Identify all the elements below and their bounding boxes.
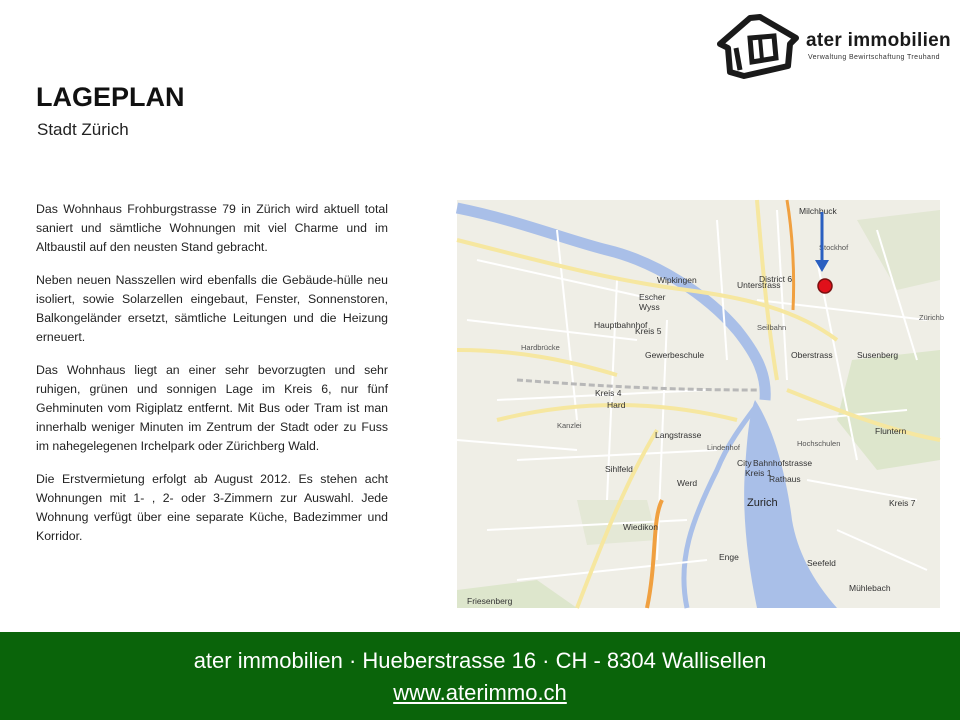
paragraph-renovation: Das Wohnhaus Frohburgstrasse 79 in Zürich wird aktuell total saniert und sämtliche Wohnungen mit viel Charme und im Altbaustil auf den neusten Stand gebracht. — [36, 202, 388, 254]
map-label-kreis1: Kreis 1 — [745, 468, 772, 478]
footer-website-link[interactable]: www.aterimmo.ch — [393, 680, 567, 705]
map-label-wipkingen: Wipkingen — [657, 275, 697, 285]
map-label-unterstrass: Unterstrass — [737, 280, 781, 290]
map-label-kreis7: Kreis 7 — [889, 498, 916, 508]
map-label-wyss: Wyss — [639, 302, 660, 312]
map-label-zurichb: Zürichb — [919, 313, 945, 322]
map-label-muehlebach: Mühlebach — [849, 583, 891, 593]
map-label-kreis5: Kreis 5 — [635, 326, 662, 336]
map-label-milchbuck: Milchbuck — [799, 206, 837, 216]
description-text — [36, 200, 388, 560]
map-label-werd: Werd — [677, 478, 698, 488]
location-map[interactable] — [457, 200, 945, 608]
map-label-hardbruecke: Hardbrücke — [521, 343, 560, 352]
company-logo[interactable] — [716, 14, 951, 78]
map-label-hochschulen: Hochschulen — [797, 439, 841, 448]
map-label-oberstrass: Oberstrass — [791, 350, 833, 360]
map-label-kreis4: Kreis 4 — [595, 388, 622, 398]
map-label-seefeld: Seefeld — [807, 558, 836, 568]
map-canvas — [457, 200, 945, 608]
footer — [0, 632, 960, 720]
footer-address: ater immobilien · Hueberstrasse 16 · CH - 8304 Wallisellen — [193, 648, 767, 673]
map-label-enge: Enge — [719, 552, 739, 562]
map-label-fluntern: Fluntern — [875, 426, 907, 436]
map-label-hauptbahnhof: Hauptbahnhof — [594, 320, 648, 330]
house-logo-icon — [716, 14, 802, 78]
map-label-sihlfeld: Sihlfeld — [605, 464, 633, 474]
location-marker-icon[interactable] — [818, 279, 832, 293]
paragraph-features: Neben neuen Nasszellen wird ebenfalls die Gebäude-hülle neu isoliert, sowie Solarzellen eingebaut, Fenster, Sonnenstoren, Balkongeländer ersetzt, sämtliche Leitungen und die Heizung erneuert. — [36, 273, 388, 344]
map-label-hard: Hard — [607, 400, 626, 410]
map-label-kanzlei: Kanzlei — [557, 421, 582, 430]
page-title: LAGEPLAN — [36, 82, 185, 112]
paragraph-location: Das Wohnhaus liegt an einer sehr bevorzugten und sehr ruhigen, grünen und sonnigen Lage im Kreis 6, nur fünf Gehminuten vom Rigiplatz entfernt. Mit Bus oder Tram ist man innerhalb weniger Minuten im Zentrum der Stadt oder zu Fuss im nahegelegenen Irchelpark oder Zürichberg Wald. — [36, 363, 388, 453]
map-label-langstrasse: Langstrasse — [655, 430, 702, 440]
map-label-stockhof: Stockhof — [819, 243, 849, 252]
logo-name: ater immobilien — [806, 30, 951, 51]
map-label-bahnhofstrasse: Bahnhofstrasse — [753, 458, 813, 468]
map-label-wiedikon: Wiedikon — [623, 522, 658, 532]
map-label-lindenhof: Lindenhof — [707, 443, 740, 452]
map-label-seilbahn: Seilbahn — [757, 323, 787, 332]
map-label-susenberg: Susenberg — [857, 350, 899, 360]
logo-tagline: Verwaltung Bewirtschaftung Treuhand — [808, 54, 940, 61]
map-label-rathaus: Rathaus — [769, 474, 801, 484]
map-label-city: City — [737, 458, 752, 468]
map-label-zurich: Zurich — [747, 497, 778, 509]
map-label-escher: Escher — [639, 292, 666, 302]
map-label-friesenberg: Friesenberg — [467, 596, 513, 606]
map-label-district6: District 6 — [759, 274, 793, 284]
paragraph-rental: Die Erstvermietung erfolgt ab August 2012. Es stehen acht Wohnungen mit 1- , 2- oder 3-Zimmern zur Auswahl. Jede Wohnung verfügt über eine separate Küche, Badezimmer und Korridor. — [36, 472, 388, 543]
page-subtitle: Stadt Zürich — [37, 120, 129, 139]
map-label-gewerbeschule: Gewerbeschule — [645, 350, 705, 360]
